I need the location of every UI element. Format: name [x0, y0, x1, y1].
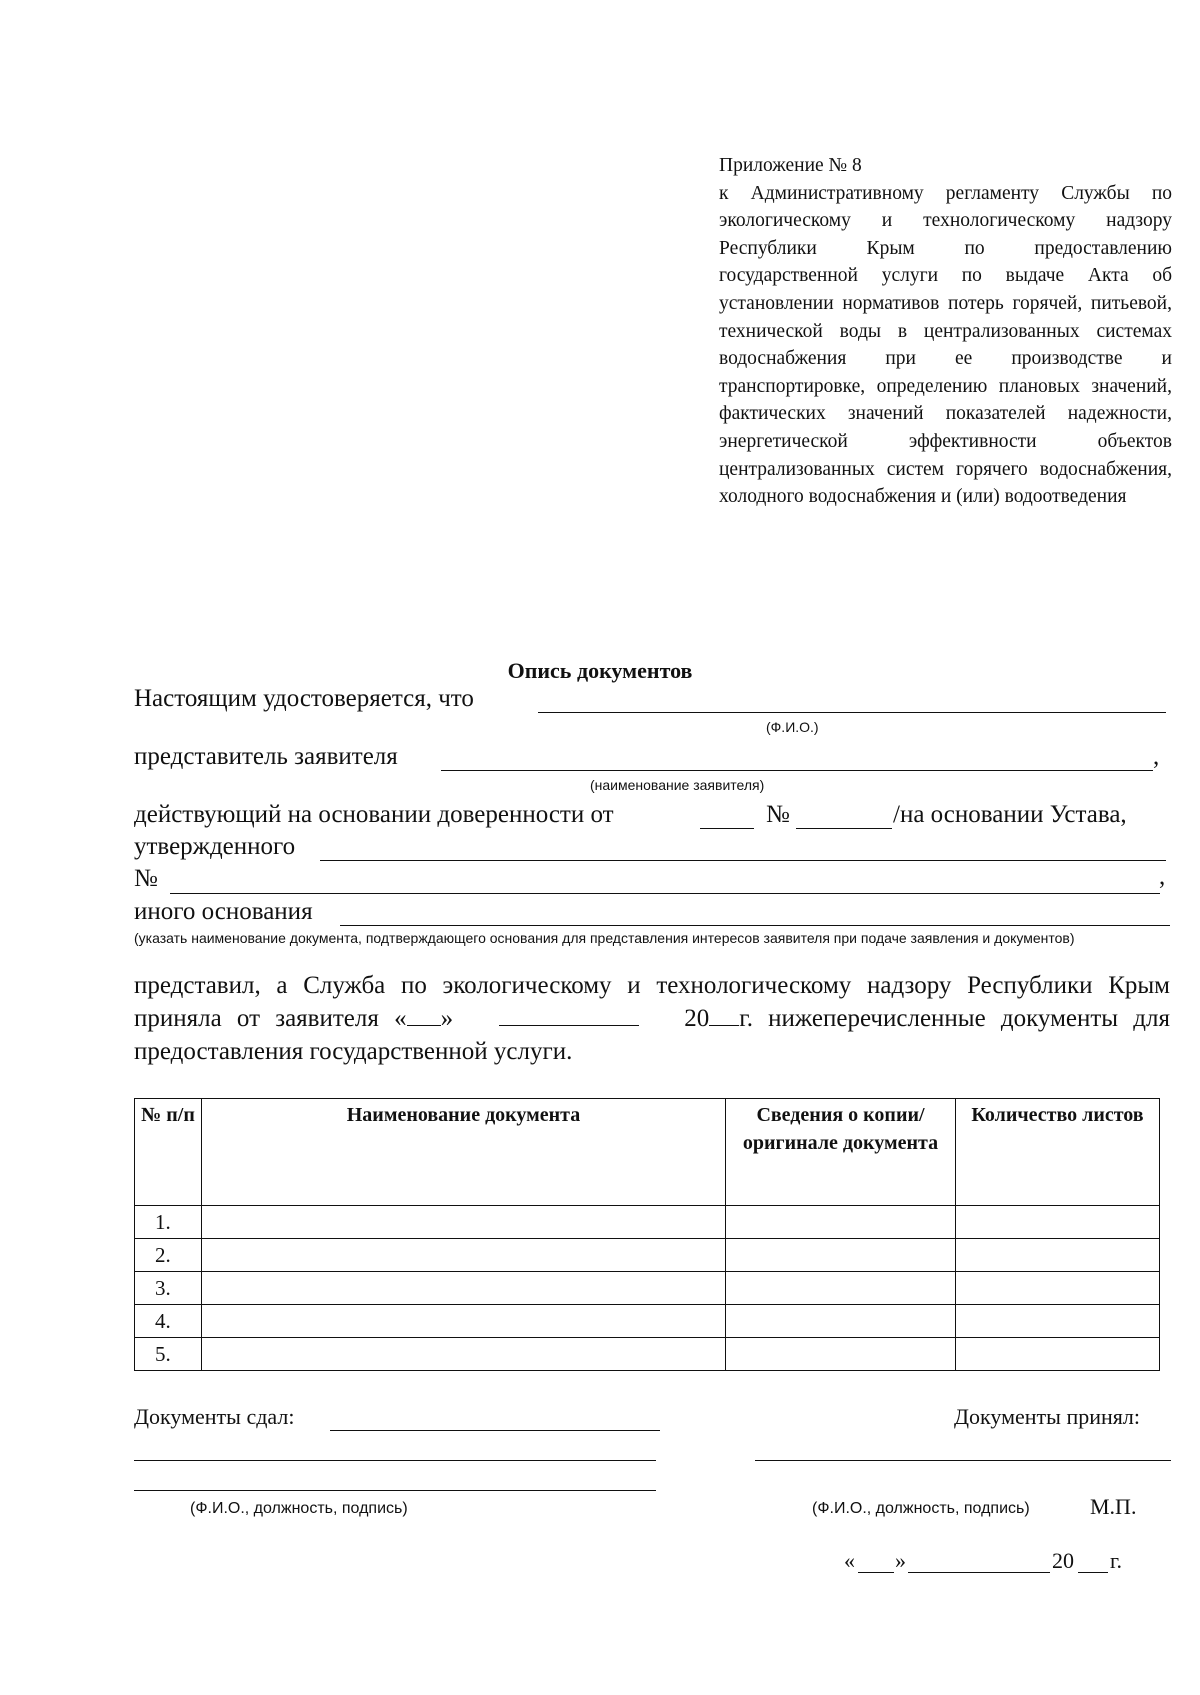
other-basis-field[interactable] [340, 925, 1170, 926]
appendix-number: Приложение № 8 [719, 155, 862, 176]
handed-signature-line-3[interactable] [134, 1490, 656, 1491]
row-number: 5. [135, 1338, 202, 1371]
copy-original-cell[interactable] [726, 1239, 956, 1272]
acting-label: действующий на основании доверенности от [134, 801, 614, 828]
appendix-text: к Административному регламенту Службы по экологическому и технологическому надзору Республики Крым по предоставлению государственной услуги по выдаче Акта об установлении нормативов потерь горячей, питьевой, технической воды в централизованных системах водоснабжения при ее производстве и транспортировке, определению плановых значений, фактических значений показателей надежности, энергетической эффективности объектов централизованных систем горячего водоснабжения, холодного водоснабжения и (или) водоотведения [719, 182, 1172, 508]
handed-signature-line-2[interactable] [134, 1460, 656, 1461]
presented-paragraph [134, 969, 1170, 1068]
document-name-cell[interactable] [202, 1272, 726, 1305]
applicant-hint: (наименование заявителя) [590, 777, 765, 793]
table-row [135, 1272, 1160, 1305]
presented-year: 20 [684, 1005, 710, 1032]
received-signature-field[interactable] [755, 1460, 1171, 1461]
acting-number-sign: № [766, 801, 790, 828]
approved-by-field[interactable] [320, 860, 1166, 861]
approved-label: утвержденного [134, 833, 296, 860]
column-number: № п/п [135, 1099, 202, 1206]
stamp-mark: М.П. [1090, 1494, 1137, 1519]
number-label: № [134, 865, 158, 892]
copy-original-cell[interactable] [726, 1305, 956, 1338]
date-suffix: г. [1110, 1548, 1123, 1573]
documents-table [134, 1098, 1160, 1371]
comma: , [1153, 743, 1160, 770]
fio-field[interactable] [538, 712, 1166, 713]
other-basis-label: иного основания [134, 898, 313, 925]
other-basis-hint: (указать наименование документа, подтверждающего основания для представления интересов заявителя при подаче заявления и документов) [134, 930, 1075, 946]
power-of-attorney-number-field[interactable] [796, 828, 892, 829]
column-sheet-count: Количество листов [956, 1099, 1160, 1206]
received-label: Документы принял: [954, 1404, 1140, 1429]
date-month-field[interactable] [908, 1572, 1050, 1573]
table-row [135, 1305, 1160, 1338]
table-row [135, 1206, 1160, 1239]
column-document-name: Наименование документа [202, 1099, 726, 1206]
representative-label: представитель заявителя [134, 743, 398, 770]
certify-label: Настоящим удостоверяется, что [134, 685, 474, 712]
presented-text-4: г. нижеперечисленные документы для предоставления государственной услуги. [134, 1005, 1170, 1065]
table-header-row [135, 1099, 1160, 1206]
date-close-quote: » [895, 1548, 906, 1573]
page-title: Опись документов [507, 658, 693, 683]
copy-original-cell[interactable] [726, 1272, 956, 1305]
handed-signature-field[interactable] [330, 1430, 660, 1431]
charter-label: /на основании Устава, [893, 801, 1127, 828]
document-name-cell[interactable] [202, 1305, 726, 1338]
appendix-header [719, 152, 1172, 511]
sheet-count-cell[interactable] [956, 1206, 1160, 1239]
power-of-attorney-date-field[interactable] [700, 828, 754, 829]
sheet-count-cell[interactable] [956, 1338, 1160, 1371]
row-number: 3. [135, 1272, 202, 1305]
copy-original-cell[interactable] [726, 1338, 956, 1371]
handed-hint: (Ф.И.О., должность, подпись) [190, 1500, 408, 1517]
presented-text-2: » [440, 1005, 454, 1032]
date-year-prefix: 20 [1052, 1548, 1074, 1573]
date-day-field[interactable] [858, 1572, 894, 1573]
row-number: 2. [135, 1239, 202, 1272]
fio-hint: (Ф.И.О.) [766, 719, 819, 735]
presented-text-1: представил, а Служба по экологическому и технологическому надзору Республики Крым приняла от заявителя « [134, 972, 1170, 1032]
sheet-count-cell[interactable] [956, 1272, 1160, 1305]
document-name-cell[interactable] [202, 1239, 726, 1272]
row-number: 1. [135, 1206, 202, 1239]
charter-number-field[interactable] [170, 893, 1160, 894]
received-hint: (Ф.И.О., должность, подпись) [812, 1500, 1030, 1517]
date-year-field[interactable] [1078, 1572, 1108, 1573]
date-open-quote: « [844, 1548, 855, 1573]
table-row [135, 1239, 1160, 1272]
year-field[interactable] [709, 1003, 739, 1026]
sheet-count-cell[interactable] [956, 1239, 1160, 1272]
document-name-cell[interactable] [202, 1206, 726, 1239]
copy-original-cell[interactable] [726, 1206, 956, 1239]
table-row [135, 1338, 1160, 1371]
applicant-name-field[interactable] [441, 770, 1153, 771]
month-field[interactable] [499, 1003, 639, 1026]
column-copy-original: Сведения о копии/оригинале документа [726, 1099, 956, 1206]
comma-2: , [1159, 863, 1166, 890]
sheet-count-cell[interactable] [956, 1305, 1160, 1338]
day-field[interactable] [407, 1003, 441, 1026]
document-name-cell[interactable] [202, 1338, 726, 1371]
row-number: 4. [135, 1305, 202, 1338]
handed-label: Документы сдал: [134, 1404, 295, 1429]
